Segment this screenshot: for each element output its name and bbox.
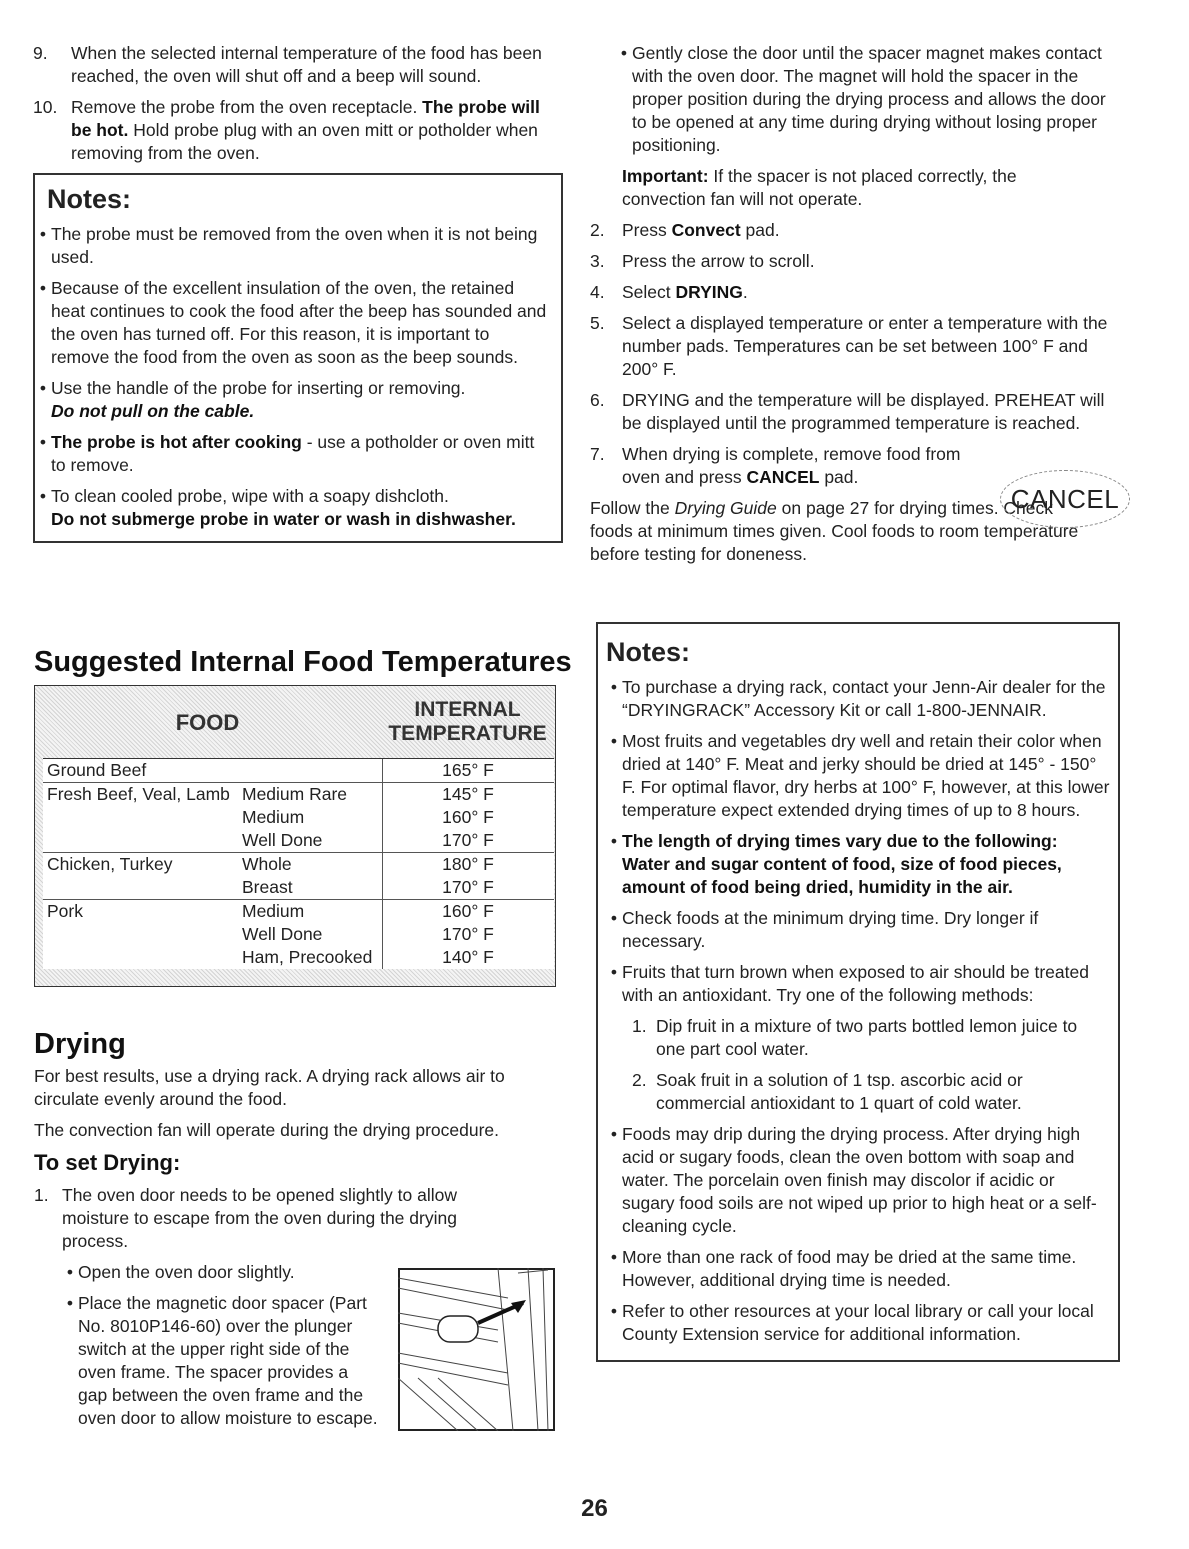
step-10: 10. Remove the probe from the oven receptacle. The probe will be hot. Hold probe plug with an oven mitt or potholder when removing from the oven.: [33, 97, 540, 163]
follow-guide-text: Follow the Drying Guide on page 27 for drying times. Check foods at minimum times given. Cool foods to room temperature before testing for doneness.: [590, 498, 1079, 564]
note-item: • The length of drying times vary due to the following: Water and sugar content of food, size of food pieces, amount of food being dried, humidity in the air.: [610, 831, 1062, 897]
drying-fan-note: The convection fan will operate during the drying procedure.: [34, 1120, 499, 1140]
page-number: 26: [581, 1495, 608, 1522]
step-9: 9. When the selected internal temperature of the food has been reached, the oven will shut off and a beep will sound.: [33, 43, 542, 86]
drying-intro: For best results, use a drying rack. A drying rack allows air to circulate evenly around the food.: [34, 1066, 505, 1109]
drying-title: Drying: [34, 1028, 126, 1060]
note-item: • Use the handle of the probe for inserting or removing. Do not pull on the cable.: [39, 378, 466, 421]
method-1: 1. Dip fruit in a mixture of two parts bottled lemon juice to one part cool water.: [632, 1016, 1078, 1059]
cancel-key-graphic: CANCEL: [1000, 470, 1130, 528]
drying-step-1: 1. The oven door needs to be opened slightly to allow moisture to escape from the oven during the drying process.: [34, 1185, 457, 1251]
set-drying-title: To set Drying:: [34, 1150, 181, 1175]
step-2: 2. Press Convect pad.: [590, 220, 780, 240]
probe-notes-box: [33, 173, 563, 543]
table-row: Chicken, Turkey Whole Breast 180° F 170° F: [43, 853, 554, 900]
table-row: Ground Beef 165° F: [43, 759, 554, 783]
note-item: • Fruits that turn brown when exposed to air should be treated with an antioxidant. Try one of the following methods:: [610, 962, 1089, 1005]
table-row: Pork Medium Well Done Ham, Precooked 160° F 170° F 140° F: [43, 900, 554, 969]
temps-section-title: Suggested Internal Food Temperatures: [34, 646, 572, 678]
table-header-temperature: INTERNAL TEMPERATURE: [388, 698, 547, 745]
notes-title: Notes:: [606, 637, 691, 667]
note-item: • The probe must be removed from the oven when it is not being used.: [39, 224, 538, 267]
important-note: Important: If the spacer is not placed correctly, the convection fan will not operate.: [622, 166, 1017, 209]
note-item: • More than one rack of food may be dried at the same time. However, additional drying time is needed.: [610, 1247, 1077, 1290]
drying-notes-box: [596, 622, 1120, 1362]
step-5: 5. Select a displayed temperature or enter a temperature with the number pads. Temperatures can be set between 100° F and 200° F.: [590, 313, 1108, 379]
food-temperature-table: [34, 685, 556, 987]
drying-step-1-bullet: • Open the oven door slightly.: [66, 1262, 295, 1282]
step-7: 7. When drying is complete, remove food from oven and press CANCEL pad.: [590, 444, 961, 487]
close-door-bullet: • Gently close the door until the spacer magnet makes contact with the oven door. The magnet will hold the spacer in the proper position during the drying process and allows the door to be opened at any time during drying without losing proper positioning.: [620, 43, 1106, 155]
method-2: 2. Soak fruit in a solution of 1 tsp. ascorbic acid or commercial antioxidant to 1 quart of cold water.: [632, 1070, 1023, 1113]
table-body: [43, 758, 554, 969]
left-column: [33, 42, 563, 543]
note-item: • To clean cooled probe, wipe with a soapy dishcloth. Do not submerge probe in water or wash in dishwasher.: [39, 486, 516, 529]
notes-title: Notes:: [47, 184, 132, 214]
note-item: • Foods may drip during the drying process. After drying high acid or sugary foods, clean the oven bottom with soap and water. The porcelain oven finish may discolor if acidic or sugary food soils are not wiped up prior to high heat or a self-cleaning cycle.: [610, 1124, 1097, 1236]
table-row: Fresh Beef, Veal, Lamb Medium Rare Medium Well Done 145° F 160° F 170° F: [43, 783, 554, 853]
table-header-food: FOOD: [175, 709, 240, 735]
step-3: 3. Press the arrow to scroll.: [590, 251, 815, 271]
door-spacer-diagram: [398, 1268, 555, 1431]
step-4: 4. Select DRYING.: [590, 282, 748, 302]
step-6: 6. DRYING and the temperature will be displayed. PREHEAT will be displayed until the programmed temperature is reached.: [590, 390, 1105, 433]
note-item: • Because of the excellent insulation of the oven, the retained heat continues to cook the food after the beep has sounded and the oven has turned off. For this reason, it is important to remove the food from the oven as soon as the beep sounds.: [39, 278, 547, 367]
note-item: • To purchase a drying rack, contact your Jenn-Air dealer for the “DRYINGRACK” Accessory Kit or call 1-800-JENNAIR.: [610, 677, 1106, 720]
note-item: • The probe is hot after cooking - use a potholder or oven mitt to remove.: [39, 432, 535, 475]
note-item: • Refer to other resources at your local library or call your local County Extension service for additional information.: [610, 1301, 1094, 1344]
note-item: • Most fruits and vegetables dry well and retain their color when dried at 140° F. Meat and jerky should be dried at 145° - 150° F. For optimal flavor, dry herbs at 100° F, however, at this lower temperature expect extended drying times of up to 8 hours.: [610, 731, 1110, 820]
drying-step-1-bullet: • Place the magnetic door spacer (Part No. 8010P146-60) over the plunger switch at the upper right side of the oven frame. The spacer provides a gap between the oven frame and the oven door to allow moisture to escape.: [66, 1293, 378, 1428]
note-item: • Check foods at the minimum drying time. Dry longer if necessary.: [610, 908, 1039, 951]
